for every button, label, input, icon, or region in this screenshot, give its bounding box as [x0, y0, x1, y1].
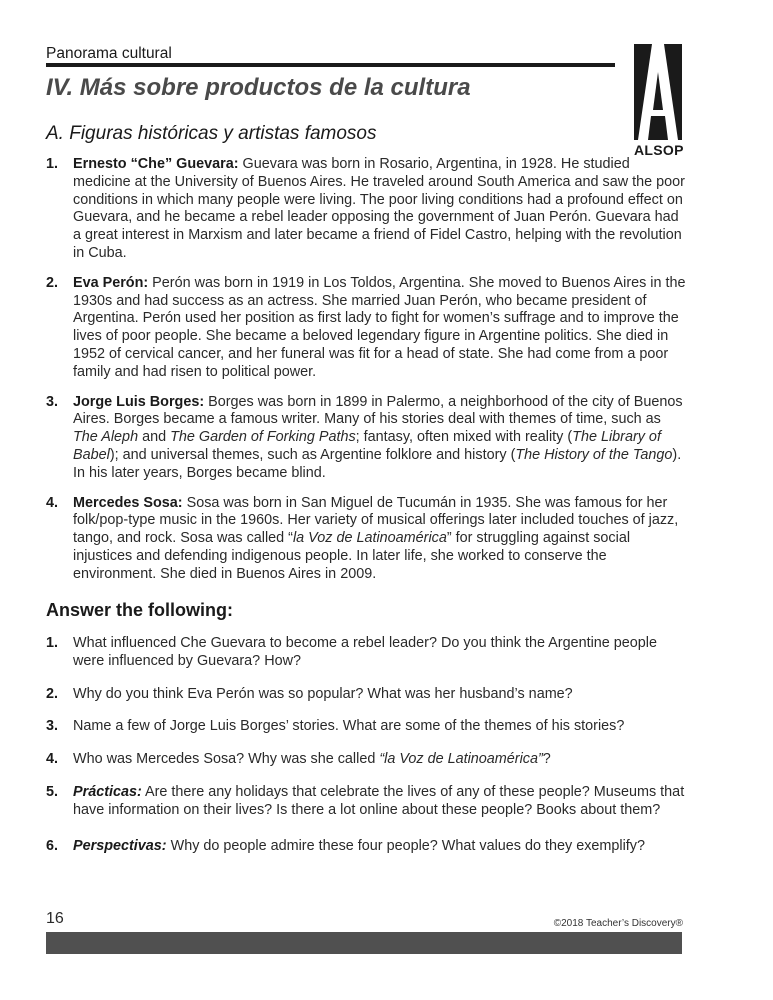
bio-text: ” for struggling against social injustices and defending indigenous people. In later life, she worked to conserve the environment. She died in Buenos Aires in 2009. — [73, 530, 631, 582]
alsop-logo — [634, 44, 682, 158]
page-number: 16 — [46, 910, 64, 927]
bio-text: ). In his later years, Borges became blind. — [73, 446, 682, 481]
item-number: 1. — [46, 156, 59, 172]
work-title: The History of the Tango — [515, 446, 673, 463]
bio-name: Eva Perón: — [73, 274, 149, 291]
bio-item — [46, 156, 686, 263]
question-item — [46, 784, 686, 820]
item-number: 4. — [46, 751, 59, 768]
question-text: What influenced Che Guevara to become a rebel leader? Do you think the Argentine people were influenced by Guevara? How? — [73, 635, 657, 669]
nickname: “la Voz de Latinoamérica” — [379, 751, 543, 768]
header-rule — [46, 63, 615, 67]
work-title: The Library of Babel — [73, 429, 661, 463]
bio-name: Jorge Luis Borges: — [73, 393, 205, 410]
section-label: Panorama cultural — [46, 45, 172, 62]
bio-text: ; fantasy, often mixed with reality ( — [355, 429, 573, 446]
question-text: Who was Mercedes Sosa? Why was she called — [73, 751, 380, 768]
bio-text: Borges was born in 1899 in Palermo, a neighborhood of the city of Buenos Aires. Borges became a famous writer. Many of his stories deal with themes of time, such as — [73, 393, 683, 428]
nickname: la Voz de Latinoamérica — [292, 530, 447, 547]
bio-text: Perón was born in 1919 in Los Toldos, Argentina. She moved to Buenos Aires in the 1930s and had success as an actress. She married Juan Perón, who became president of Argentina. Perón used her position as first lady to fight for women’s suffrage and to improve the lives of poor people. She became a beloved legendary figure in Argentine politics. She died in 1952 of cervical cancer, and her funeral was fit for a head of state. She had come from a poor family and had risen to political power. — [73, 274, 686, 380]
bio-item — [46, 495, 686, 584]
item-number: 2. — [46, 274, 59, 291]
work-title: The Garden of Forking Paths — [170, 429, 356, 446]
logo-text: ALSOP — [634, 142, 684, 158]
bio-text: Guevara was born in Rosario, Argentina, in 1928. He studied medicine at the University of Buenos Aires. He traveled around South America and saw the poor conditions in which many people were living. The poor living conditions had a profound effect on Guevara, and he became a rebel leader opposing the government of Juan Perón. Guevara had a great interest in Marxism and later became a friend of Fidel Castro, helping with the revolution in Cuba. — [73, 156, 685, 261]
page-title: IV. Más sobre productos de la cultura — [46, 74, 471, 101]
question-text: Name a few of Jorge Luis Borges’ stories. What are some of the themes of his stories? — [73, 718, 625, 735]
item-number: 6. — [46, 837, 59, 854]
question-item — [46, 751, 686, 769]
work-title: The Aleph — [73, 429, 139, 446]
bio-item — [46, 275, 686, 382]
question-list — [46, 635, 686, 873]
question-text: ? — [542, 751, 551, 768]
question-text: Are there any holidays that celebrate the lives of any of these people? Museums that have information on their lives? Is there a lot online about these people? Books about them? — [73, 783, 685, 818]
question-item — [46, 718, 686, 736]
bio-list — [46, 156, 686, 596]
question-lead: Perspectivas: — [73, 837, 167, 854]
item-number: 4. — [46, 494, 59, 511]
question-text: Why do people admire these four people? What values do they exemplify? — [166, 837, 645, 854]
question-lead: Prácticas: — [73, 783, 142, 800]
item-number: 3. — [46, 393, 59, 410]
item-number: 1. — [46, 635, 59, 651]
question-item — [46, 686, 686, 704]
item-number: 5. — [46, 783, 59, 800]
answer-heading: Answer the following: — [46, 600, 233, 620]
bio-name: Ernesto “Che” Guevara: — [73, 156, 239, 172]
question-text: Why do you think Eva Perón was so popular? What was her husband’s name? — [73, 685, 573, 702]
copyright: ©2018 Teacher’s Discovery® — [553, 918, 683, 929]
question-item — [46, 835, 686, 858]
footer-bar — [46, 932, 682, 954]
bio-name: Mercedes Sosa: — [73, 494, 183, 511]
item-number: 3. — [46, 718, 59, 735]
section-subtitle: A. Figuras históricas y artistas famosos — [46, 123, 377, 144]
question-item — [46, 635, 686, 671]
bio-text: ); and universal themes, such as Argentine folklore and history ( — [109, 446, 516, 463]
bio-text: Sosa was born in San Miguel de Tucumán in 1935. She was famous for her folk/pop-type music in the 1960s. Her variety of musical offerings later included touches of jazz, tango, and rock. Sosa was called “ — [73, 494, 679, 547]
bio-text: and — [138, 429, 171, 446]
bio-item — [46, 394, 686, 483]
alsop-a-logo-icon — [634, 44, 682, 140]
item-number: 2. — [46, 685, 59, 702]
